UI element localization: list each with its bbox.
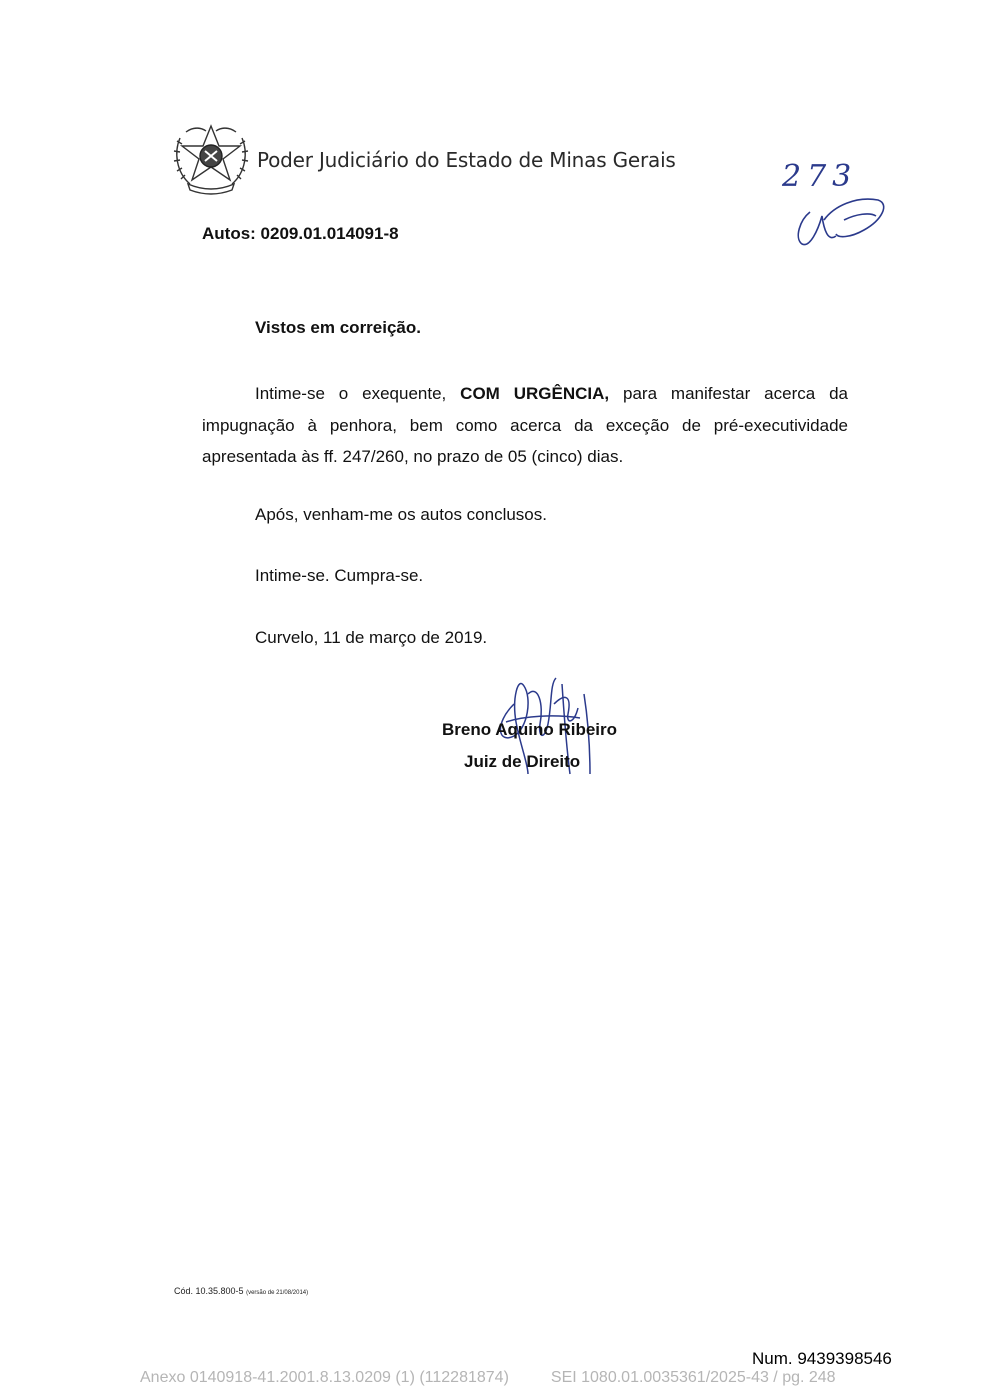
document-number: Num. 9439398546 bbox=[752, 1349, 892, 1368]
main-paragraph bbox=[202, 378, 848, 473]
footer-sei: SEI 1080.01.0035361/2025-43 / pg. 248 bbox=[550, 1369, 836, 1386]
judge-name: Breno Aquino Ribeiro bbox=[442, 720, 618, 739]
form-code bbox=[174, 1286, 308, 1296]
handwritten-initials-icon bbox=[798, 199, 883, 244]
footer-stamp bbox=[140, 1369, 836, 1387]
intime-line: Intime-se. Cumpra-se. bbox=[255, 566, 424, 585]
form-code-number: Cód. 10.35.800-5 bbox=[174, 1286, 244, 1296]
after-line: Após, venham-me os autos conclusos. bbox=[255, 505, 547, 524]
judge-title: Juiz de Direito bbox=[464, 752, 581, 771]
folio-number: 273 bbox=[782, 159, 858, 194]
coat-of-arms-seal-icon bbox=[172, 122, 250, 196]
folio-annotation bbox=[778, 150, 898, 260]
paragraph-lead: Intime-se o exequente, bbox=[255, 384, 461, 403]
court-name: Poder Judiciário do Estado de Minas Gerais bbox=[257, 148, 676, 172]
paragraph-emphasis: COM URGÊNCIA, bbox=[460, 384, 610, 403]
case-number: Autos: 0209.01.014091-8 bbox=[202, 224, 399, 243]
heading: Vistos em correição. bbox=[255, 318, 421, 337]
footer-annex: Anexo 0140918-41.2001.8.13.0209 (1) (112281874) bbox=[140, 1369, 509, 1386]
place-date: Curvelo, 11 de março de 2019. bbox=[255, 628, 488, 647]
form-code-version: (versão de 21/08/2014) bbox=[246, 1290, 309, 1296]
paragraph-rest: para manifestar acerca da impugnação à penhora, bem como acerca da exceção de pré-executividade apresentada às ff. 247/260, no prazo de 05 (cinco) dias. bbox=[202, 384, 849, 466]
